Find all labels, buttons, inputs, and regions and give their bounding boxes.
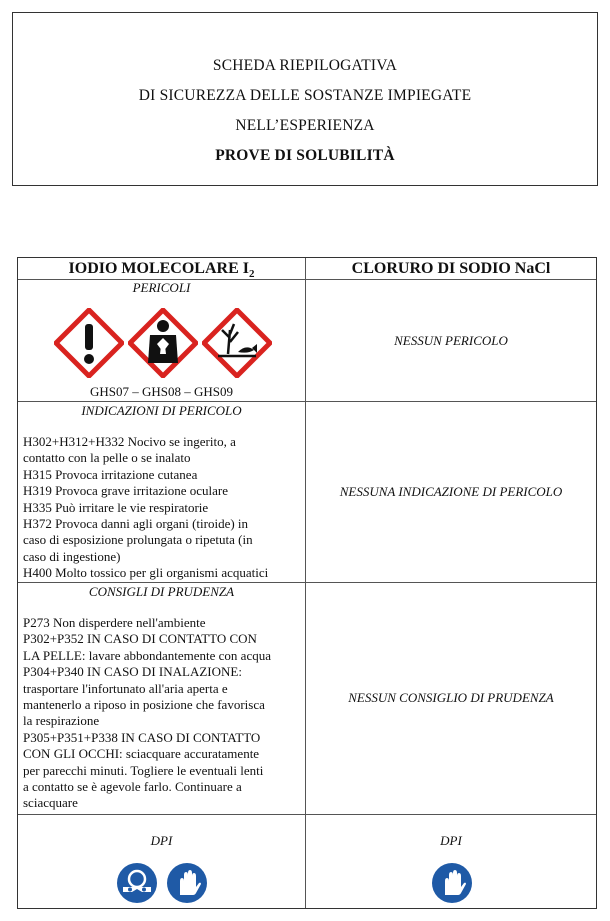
row-divider xyxy=(18,401,596,402)
environment-hazard-icon xyxy=(202,308,272,378)
column-header-iodine xyxy=(18,259,305,279)
precautionary-statements xyxy=(23,615,305,812)
title-box xyxy=(12,12,598,186)
nacl-indicazioni: NESSUNA INDICAZIONE DI PERICOLO xyxy=(339,484,563,499)
precaution-line: sciacquare xyxy=(23,795,78,811)
nacl-pericoli: NESSUN PERICOLO xyxy=(394,333,508,348)
ghs-codes: GHS07 – GHS08 – GHS09 xyxy=(89,384,234,399)
precaution-line: a contatto se è agevole farlo. Continuare a xyxy=(23,779,242,795)
hazard-line: caso di ingestione) xyxy=(23,548,121,564)
precaution-line: P304+P340 IN CASO DI INALAZIONE: xyxy=(23,664,242,680)
iodine-title: IODIO MOLECOLARE I xyxy=(68,260,249,277)
precaution-line: P305+P351+P338 IN CASO DI CONTATTO xyxy=(23,729,261,745)
precaution-line: la respirazione xyxy=(23,713,100,729)
row-divider xyxy=(18,814,596,815)
exclamation-mark-icon xyxy=(54,308,124,378)
goggles-icon xyxy=(116,862,158,904)
hazard-statements xyxy=(23,434,305,582)
column-divider xyxy=(305,258,306,908)
hazard-line: contatto con la pelle o se inalato xyxy=(23,450,191,466)
pericoli-label: PERICOLI xyxy=(132,280,191,295)
hazard-line: H335 Può irritare le vie respiratorie xyxy=(23,499,209,515)
hazard-line: H315 Provoca irritazione cutanea xyxy=(23,466,198,482)
precaution-line: trasportare l'infortunato all'aria aperta e xyxy=(23,680,228,696)
title-line-1: SCHEDA RIEPILOGATIVA xyxy=(212,57,398,74)
row-divider xyxy=(18,582,596,583)
iodine-subscript: 2 xyxy=(248,268,255,281)
hazard-line: caso di esposizione prolungata o ripetuta (in xyxy=(23,532,253,548)
precaution-line: CON GLI OCCHI: sciacquare accuratamente xyxy=(23,746,260,762)
hazard-line: H319 Provoca grave irritazione oculare xyxy=(23,483,229,499)
dpi-label-iodine: DPI xyxy=(150,833,173,848)
precaution-line: P302+P352 IN CASO DI CONTATTO CON xyxy=(23,631,257,647)
column-header-nacl: CLORURO DI SODIO NaCl xyxy=(351,260,551,277)
precaution-line: LA PELLE: lavare abbondantemente con acqua xyxy=(23,647,271,663)
gloves-icon xyxy=(431,862,473,904)
indicazioni-label: INDICAZIONI DI PERICOLO xyxy=(81,403,242,418)
nacl-consigli: NESSUN CONSIGLIO DI PRUDENZA xyxy=(348,690,554,705)
hazard-line: H302+H312+H332 Nocivo se ingerito, a xyxy=(23,434,236,449)
safety-table xyxy=(17,257,597,909)
precaution-line: mantenerlo a riposo in posizione che favorisca xyxy=(23,697,265,713)
precaution-line: per parecchi minuti. Togliere le eventuali lenti xyxy=(23,762,264,778)
dpi-label-nacl: DPI xyxy=(440,833,462,848)
consigli-label: CONSIGLI DI PRUDENZA xyxy=(88,584,235,599)
title-line-2: DI SICUREZZA DELLE SOSTANZE IMPIEGATE xyxy=(138,87,472,104)
precaution-line: P273 Non disperdere nell'ambiente xyxy=(23,615,206,630)
title-line-3: NELL’ESPERIENZA xyxy=(235,117,375,134)
hazard-line: H372 Provoca danni agli organi (tiroide) in xyxy=(23,516,249,532)
hazard-line: H400 Molto tossico per gli organismi acquatici xyxy=(23,565,269,581)
title-line-4: PROVE DI SOLUBILITÀ xyxy=(215,147,395,164)
gloves-icon xyxy=(166,862,208,904)
health-hazard-icon xyxy=(128,308,198,378)
